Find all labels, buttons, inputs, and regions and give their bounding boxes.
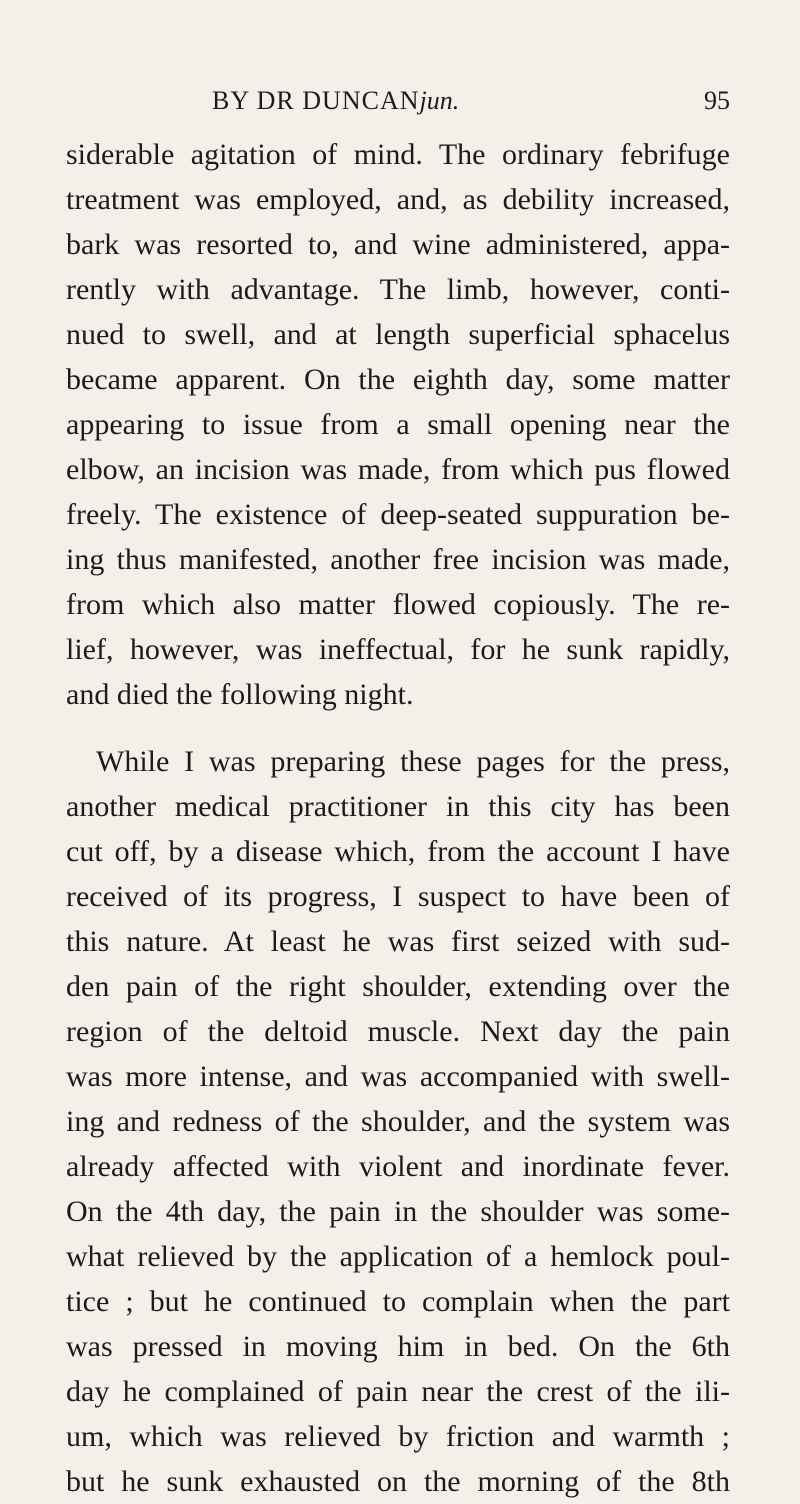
text-line: day he complained of pain near the crest of the ili- — [66, 1375, 730, 1408]
text-line: appearing to issue from a small opening near the — [66, 408, 730, 441]
text-line: ing thus manifested, another free incision was made, — [66, 543, 730, 576]
running-head — [66, 86, 730, 128]
text-line: was more intense, and was accompanied with swell- — [66, 1060, 730, 1093]
text-line: While I was preparing these pages for the press, — [96, 745, 730, 778]
text-line: ing and redness of the shoulder, and the system was — [66, 1105, 730, 1138]
running-title-caps: BY DR DUNCAN — [212, 86, 420, 115]
text-line: nued to swell, and at length superficial sphacelus — [66, 318, 730, 351]
text-line: um, which was relieved by friction and warmth ; — [66, 1420, 730, 1453]
text-line: but he sunk exhausted on the morning of the 8th — [66, 1465, 730, 1498]
text-line: and died the following night. — [66, 678, 414, 711]
text-line: from which also matter flowed copiously. The re- — [66, 588, 730, 621]
text-line: den pain of the right shoulder, extending over the — [66, 970, 730, 1003]
text-line: rently with advantage. The limb, however, conti- — [66, 273, 730, 306]
text-line: received of its progress, I suspect to have been of — [66, 880, 730, 913]
text-line: treatment was employed, and, as debility increased, — [66, 183, 730, 216]
text-line: lief, however, was ineffectual, for he sunk rapidly, — [66, 633, 730, 666]
text-line: elbow, an incision was made, from which pus flowed — [66, 453, 730, 486]
text-line: On the 4th day, the pain in the shoulder was some- — [66, 1195, 730, 1228]
text-line: region of the deltoid muscle. Next day the pain — [66, 1015, 730, 1048]
paragraph-2 — [66, 739, 730, 1504]
text-line: became apparent. On the eighth day, some matter — [66, 363, 730, 396]
running-title — [212, 86, 459, 116]
text-line: this nature. At least he was first seized with sud- — [66, 925, 730, 958]
text-line: siderable agitation of mind. The ordinary febrifuge — [66, 138, 730, 171]
page-number: 95 — [704, 86, 730, 115]
text-line: already affected with violent and inordinate fever. — [66, 1150, 730, 1183]
text-line: tice ; but he continued to complain when the part — [66, 1285, 730, 1318]
paragraph-1 — [66, 132, 730, 717]
text-line: another medical practitioner in this city has been — [66, 790, 730, 823]
text-line: what relieved by the application of a hemlock poul- — [66, 1240, 730, 1273]
running-title-italic: jun. — [419, 86, 460, 115]
text-line: cut off, by a disease which, from the account I have — [66, 835, 730, 868]
text-line: freely. The existence of deep-seated suppuration be- — [66, 498, 730, 531]
text-line: bark was resorted to, and wine administered, appa- — [66, 228, 730, 261]
text-line: was pressed in moving him in bed. On the 6th — [66, 1330, 730, 1363]
